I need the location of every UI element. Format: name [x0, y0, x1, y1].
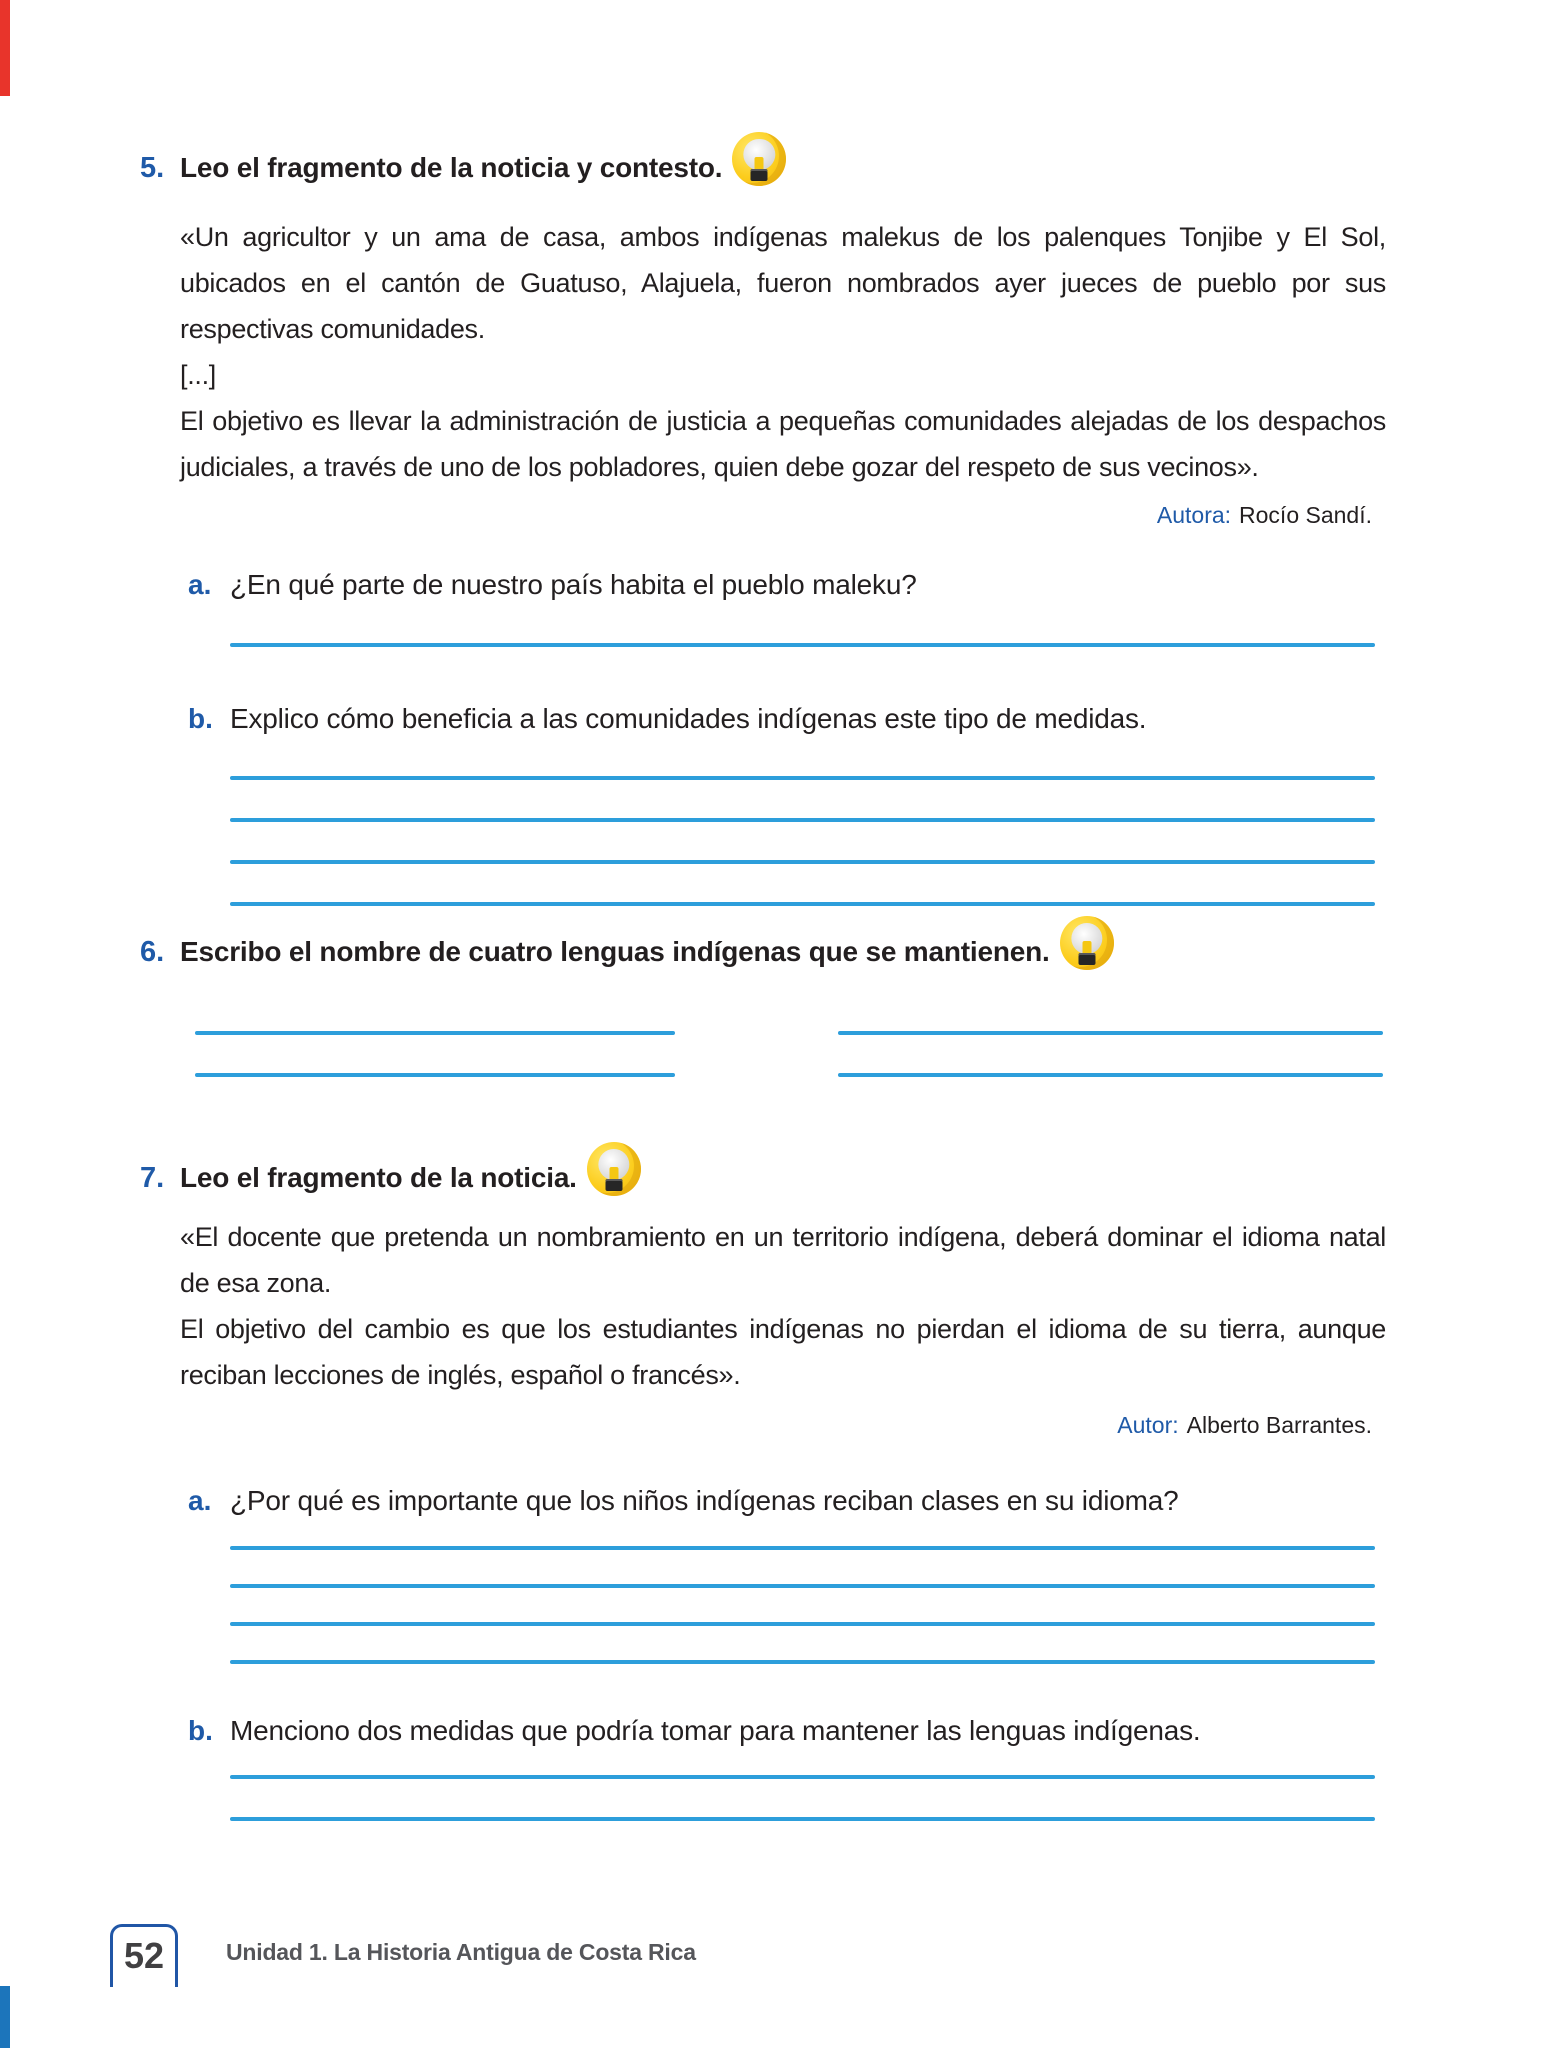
exercise-7-news-quote: [180, 1214, 1386, 1398]
hint-lightbulb-icon: [587, 1142, 641, 1196]
answer-line: [230, 860, 1375, 864]
question-letter: a.: [188, 569, 212, 600]
quote-paragraph: El objetivo del cambio es que los estudiantes indígenas no pierdan el idioma de su tierra, aunque reciban lecciones de inglés, español o francés».: [180, 1314, 1386, 1390]
author-name: Alberto Barrantes.: [1186, 1412, 1372, 1438]
exercise-6-number: 6.: [140, 936, 165, 968]
answer-line: [230, 1546, 1375, 1550]
question-letter: b.: [188, 1715, 213, 1746]
question-text: Explico cómo beneficia a las comunidades indígenas este tipo de medidas.: [230, 703, 1147, 734]
exercise-5-news-quote: [180, 214, 1386, 490]
answer-line: [195, 1031, 675, 1035]
bulb-base: [605, 1179, 622, 1191]
author-name: Rocío Sandí.: [1239, 502, 1372, 528]
answer-line: [838, 1031, 1383, 1035]
exercise-5-author-line: [180, 500, 1372, 530]
answer-line: [230, 1660, 1375, 1664]
question-text: Menciono dos medidas que podría tomar para mantener las lenguas indígenas.: [230, 1715, 1201, 1746]
bulb-base: [751, 169, 768, 181]
bulb-base: [1078, 953, 1095, 965]
exercise-7-heading: [140, 1158, 641, 1198]
exercise-5-question-a: [188, 566, 1388, 604]
answer-line: [838, 1073, 1383, 1077]
answer-line: [230, 776, 1375, 780]
answer-line: [230, 1584, 1375, 1588]
hint-lightbulb-icon: [1060, 916, 1114, 970]
answer-line: [230, 1775, 1375, 1779]
question-text: ¿En qué parte de nuestro país habita el pueblo maleku?: [230, 569, 917, 600]
quote-ellipsis: [...]: [180, 360, 217, 390]
question-text: ¿Por qué es importante que los niños indígenas reciban clases en su idioma?: [230, 1485, 1179, 1516]
page-number: 52: [123, 1935, 165, 1976]
quote-paragraph: «Un agricultor y un ama de casa, ambos indígenas malekus de los palenques Tonjibe y El Sol, ubicados en el cantón de Guatuso, Alajuela, fueron nombrados ayer jueces de pueblo por sus respectivas comunidades.: [180, 222, 1386, 344]
exercise-7-number: 7.: [140, 1162, 165, 1194]
answer-line: [230, 1622, 1375, 1626]
author-label: Autor:: [1117, 1412, 1179, 1438]
exercise-5-title: Leo el fragmento de la noticia y contesto.: [180, 152, 723, 183]
exercise-5-question-b: [188, 700, 1388, 738]
footer-unit-label: Unidad 1. La Historia Antigua de Costa Rica: [226, 1939, 696, 1965]
page-edge-blue-mark: [0, 1986, 10, 2048]
answer-line: [195, 1073, 675, 1077]
page-edge-red-mark: [0, 0, 10, 96]
quote-paragraph: El objetivo es llevar la administración de justicia a pequeñas comunidades alejadas de los despachos judiciales, a través de uno de los pobladores, quien debe gozar del respeto de sus vecinos».: [180, 406, 1386, 482]
exercise-5-number: 5.: [140, 152, 165, 184]
hint-lightbulb-icon: [732, 132, 786, 186]
page-number-box: [110, 1924, 178, 1987]
question-letter: b.: [188, 703, 213, 734]
quote-paragraph: «El docente que pretenda un nombramiento en un territorio indígena, deberá dominar el idioma natal de esa zona.: [180, 1222, 1386, 1298]
answer-line: [230, 1817, 1375, 1821]
exercise-6-heading: [140, 932, 1114, 972]
exercise-7-title: Leo el fragmento de la noticia.: [180, 1162, 577, 1193]
exercise-7-question-b: [188, 1712, 1388, 1750]
exercise-7-question-a: [188, 1482, 1388, 1520]
exercise-5-heading: [140, 148, 786, 188]
author-label: Autora:: [1156, 502, 1232, 528]
exercise-7-author-line: [180, 1410, 1372, 1440]
question-letter: a.: [188, 1485, 212, 1516]
answer-line: [230, 902, 1375, 906]
exercise-6-title: Escribo el nombre de cuatro lenguas indígenas que se mantienen.: [180, 936, 1050, 967]
answer-line: [230, 818, 1375, 822]
answer-line: [230, 643, 1375, 647]
